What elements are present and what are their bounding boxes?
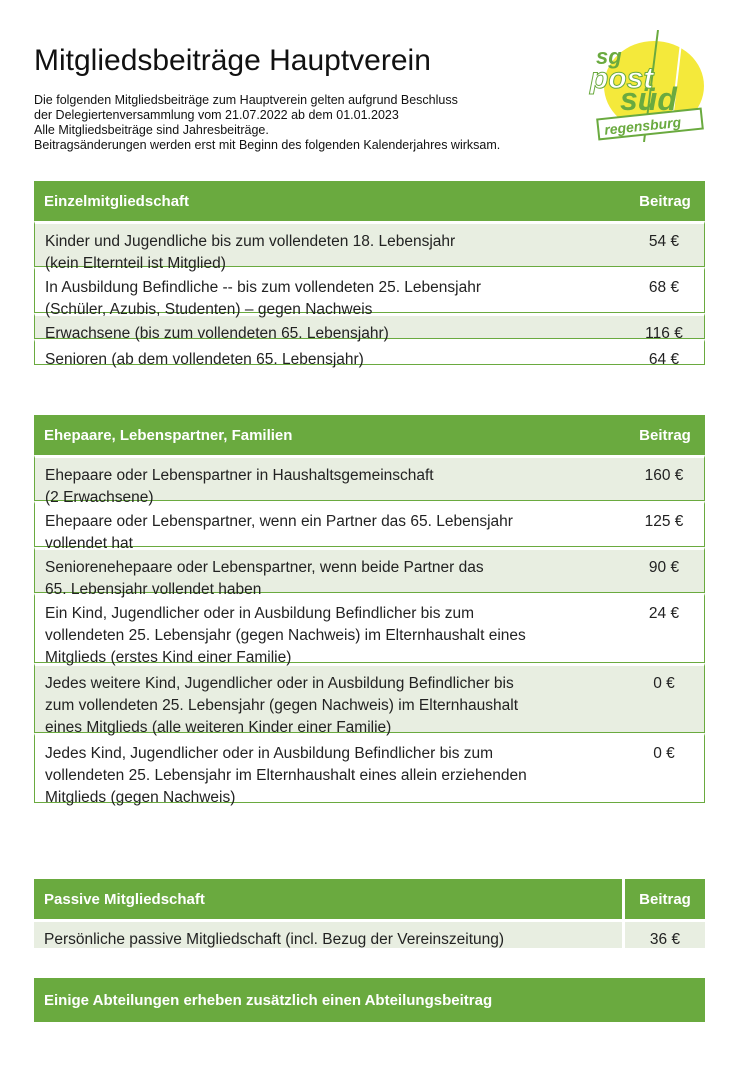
row-text: In Ausbildung Befindliche -- bis zum vollendeten 25. Lebensjahr [45, 279, 481, 296]
row-text: Seniorenehepaare oder Lebenspartner, wenn beide Partner das [45, 559, 484, 576]
table-row [34, 455, 705, 506]
row-text: zum vollendeten 25. Lebensjahr (gegen Nachweis) im Elternhaushalt [45, 697, 519, 714]
section-passive [34, 879, 705, 948]
logo-text-regensburg: regensburg [603, 113, 682, 138]
table-row [34, 313, 705, 342]
row-text: Ehepaare oder Lebenspartner in Haushaltsgemeinschaft [45, 467, 434, 484]
row-fee: 54 € [648, 233, 680, 250]
row-text: Jedes Kind, Jugendlicher oder in Ausbildung Befindlicher bis zum [45, 745, 494, 762]
table-row [34, 663, 705, 736]
table-row [34, 501, 705, 552]
section-header-label: Einzelmitgliedschaft [44, 192, 190, 210]
row-text: (kein Elternteil ist Mitglied) [45, 255, 226, 272]
row-text: vollendeten 25. Lebensjahr (gegen Nachweis) im Elternhaushalt eines [45, 627, 526, 644]
logo-text-sued: süd [620, 81, 677, 117]
row-fee: 116 € [645, 325, 683, 342]
logo-text-post: post [590, 62, 654, 95]
page-title: Mitgliedsbeiträge Hauptverein [34, 44, 431, 77]
section-header-label: Ehepaare, Lebenspartner, Familien [44, 426, 293, 444]
fee-header-label: Beitrag [622, 879, 705, 919]
row-fee: 90 € [648, 559, 680, 576]
row-text: Ein Kind, Jugendlicher oder in Ausbildung Befindlicher bis zum [45, 605, 475, 622]
intro-line: der Delegiertenversammlung vom 21.07.2022 ab dem 01.01.2023 [34, 108, 399, 122]
table-row [34, 267, 705, 318]
row-text: vollendet hat [45, 535, 133, 552]
intro-line: Alle Mitgliedsbeiträge sind Jahresbeiträge. [34, 123, 269, 137]
section-header [34, 879, 705, 919]
row-text: eines Mitglieds (alle weiteren Kinder einer Familie) [45, 719, 392, 736]
section-header-label: Passive Mitgliedschaft [44, 890, 205, 908]
row-fee: 64 € [648, 351, 680, 368]
section-einzelmitgliedschaft [34, 181, 705, 368]
row-fee: 36 € [622, 922, 705, 948]
table-row [34, 919, 705, 948]
section-header [34, 181, 705, 221]
intro-line: Beitragsänderungen werden erst mit Beginn des folgenden Kalenderjahres wirksam. [34, 138, 501, 152]
row-text: (2 Erwachsene) [45, 489, 154, 506]
row-fee: 0 € [653, 745, 675, 762]
row-text: Persönliche passive Mitgliedschaft (incl. Bezug der Vereinszeitung) [44, 931, 505, 948]
row-text: Senioren (ab dem vollendeten 65. Lebensjahr) [45, 351, 364, 368]
fee-header-label: Beitrag [639, 426, 691, 444]
table-row [34, 733, 705, 806]
row-text: Kinder und Jugendliche bis zum vollendeten 18. Lebensjahr [45, 233, 456, 250]
section-header [34, 415, 705, 455]
table-row [34, 221, 705, 272]
row-text: Jedes weitere Kind, Jugendlicher oder in Ausbildung Befindlicher bis [45, 675, 514, 692]
row-fee: 24 € [648, 605, 680, 622]
row-fee: 160 € [644, 467, 684, 484]
row-text: 65. Lebensjahr vollendet haben [45, 581, 262, 598]
row-text: Ehepaare oder Lebenspartner, wenn ein Partner das 65. Lebensjahr [45, 513, 513, 530]
intro-text [34, 93, 594, 153]
table-row [34, 547, 705, 598]
intro-line: Die folgenden Mitgliedsbeiträge zum Hauptverein gelten aufgrund Beschluss [34, 93, 458, 107]
fee-header-label: Beitrag [639, 192, 691, 210]
logo-text-sg: sg [596, 44, 622, 69]
row-text: Mitglieds (erstes Kind einer Familie) [45, 649, 292, 666]
row-text: Erwachsene (bis zum vollendeten 65. Lebensjahr) [45, 325, 389, 342]
row-fee: 125 € [644, 513, 684, 530]
row-fee: 0 € [653, 675, 675, 692]
row-text: vollendeten 25. Lebensjahr im Elternhaushalt eines allein erziehenden [45, 767, 527, 784]
section-familien [34, 415, 705, 806]
row-text: (Schüler, Azubis, Studenten) – gegen Nachweis [45, 301, 373, 318]
table-row [34, 593, 705, 666]
footer-note-box [34, 978, 705, 1022]
table-row [34, 339, 705, 368]
row-text: Mitglieds (gegen Nachweis) [45, 789, 236, 806]
club-logo [586, 30, 714, 142]
footer-note: Einige Abteilungen erheben zusätzlich einen Abteilungsbeitrag [44, 991, 493, 1009]
row-fee: 68 € [648, 279, 680, 296]
